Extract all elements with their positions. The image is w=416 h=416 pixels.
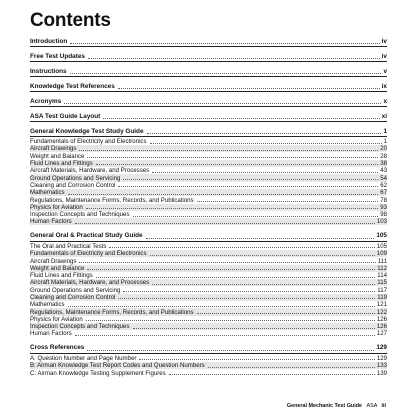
toc-subentry[interactable]	[30, 257, 387, 264]
dot-leader	[87, 269, 375, 270]
toc-entry-page: 122	[376, 308, 387, 316]
toc-subentry[interactable]	[30, 182, 387, 189]
toc-entry[interactable]	[30, 108, 387, 121]
dot-leader	[197, 313, 375, 314]
toc-entry-page: 117	[377, 286, 387, 294]
footer-book-title: General Mechanic Test Guide	[286, 403, 362, 409]
dot-leader	[118, 88, 380, 89]
page-footer	[287, 403, 386, 409]
toc-entry-label: B: Airman Knowledge Test Report Codes and Question Numbers	[30, 362, 205, 370]
toc-subentry[interactable]	[30, 355, 387, 362]
toc-entry-page: 67	[380, 189, 387, 197]
dot-leader	[169, 374, 375, 375]
dot-leader	[197, 201, 379, 202]
page-title: Contents	[30, 10, 111, 31]
toc-entry-page: 62	[380, 181, 387, 189]
dot-leader	[75, 335, 375, 336]
toc-entry-label: Regulations, Maintenance Forms, Records, and Publications	[30, 308, 194, 316]
toc-entry-page: 127	[376, 330, 387, 338]
toc-entry-label: Introduction	[30, 37, 68, 45]
toc-subentry[interactable]	[30, 174, 387, 181]
toc-entry-label: ASA Test Guide Layout	[30, 112, 101, 120]
toc-entry[interactable]	[30, 33, 387, 46]
dot-leader	[75, 223, 375, 224]
toc-subentry[interactable]	[30, 196, 387, 203]
dot-leader	[79, 150, 378, 151]
toc-subentry[interactable]	[30, 316, 387, 323]
dot-leader	[139, 359, 374, 360]
toc-entry-page: 129	[376, 344, 387, 352]
toc-entry-label: Knowledge Test References	[30, 82, 115, 90]
toc-entry-label: Instructions	[30, 67, 67, 75]
toc-entry-label: Cross References	[30, 344, 85, 352]
dot-leader	[109, 247, 374, 248]
dot-leader	[87, 350, 374, 351]
dot-leader	[86, 320, 375, 321]
toc-subentry[interactable]	[30, 362, 387, 369]
dot-leader	[88, 58, 380, 59]
toc-section-heading[interactable]	[30, 123, 387, 136]
toc-subentry[interactable]	[30, 152, 387, 159]
dot-leader	[86, 208, 378, 209]
dot-leader	[118, 186, 378, 187]
dot-leader	[64, 103, 381, 104]
toc-entry-label: Fundamentals of Electricity and Electronics	[30, 138, 147, 146]
toc-entry-label: Regulations, Maintenance Forms, Records, and Publications	[30, 196, 194, 204]
toc-subentry[interactable]	[30, 286, 387, 293]
toc-entry-page: iv	[381, 37, 387, 45]
dot-leader	[147, 133, 382, 134]
dot-leader	[87, 157, 378, 158]
toc-entry-page: 126	[376, 323, 387, 331]
toc-entry-page: 105	[376, 232, 387, 240]
toc-entry-page: 129	[376, 354, 387, 362]
toc-entry-page: 133	[376, 362, 387, 370]
table-of-contents	[30, 30, 387, 379]
toc-entry-label: Physics for Aviation	[30, 315, 83, 323]
toc-subentry[interactable]	[30, 250, 387, 257]
toc-subentry[interactable]	[30, 189, 387, 196]
toc-subentry[interactable]	[30, 279, 387, 286]
toc-section-heading[interactable]	[30, 340, 387, 353]
toc-entry-page: 1	[383, 127, 387, 135]
toc-entry-label: General Oral & Practical Study Guide	[30, 232, 143, 240]
toc-entry-label: Fundamentals of Electricity and Electronics	[30, 250, 147, 258]
dot-leader	[150, 255, 375, 256]
toc-entry-label: Cleaning and Corrosion Control	[30, 181, 116, 189]
toc-subentry[interactable]	[30, 204, 387, 211]
dot-leader	[70, 73, 382, 74]
toc-entry-page: 126	[376, 315, 387, 323]
dot-leader	[123, 291, 375, 292]
toc-entry-page: 103	[376, 218, 387, 226]
dot-leader	[146, 238, 375, 239]
toc-entry-page: 28	[380, 152, 387, 160]
dot-leader	[68, 194, 379, 195]
toc-entry-label: Ground Operations and Servicing	[30, 174, 121, 182]
toc-entry-label: Aircraft Materials, Hardware, and Processes	[30, 167, 150, 175]
dot-leader	[152, 284, 375, 285]
toc-entry[interactable]	[30, 63, 387, 76]
toc-subentry[interactable]	[30, 167, 387, 174]
toc-entry-label: Acronyms	[30, 97, 62, 105]
toc-entry-page: xi	[381, 112, 387, 120]
toc-entry-page: iv	[381, 52, 387, 60]
toc-entry-page: v	[383, 67, 387, 75]
toc-entry-label: Fluid Lines and Fittings	[30, 160, 93, 168]
toc-entry-page: 114	[377, 272, 387, 280]
toc-entry-page: 109	[376, 250, 387, 258]
toc-entry-label: A: Question Number and Page Number	[30, 354, 137, 362]
toc-entry-label: Aircraft Drawings	[30, 145, 77, 153]
toc-entry-page: 112	[377, 264, 387, 272]
dot-leader	[133, 328, 375, 329]
toc-entry-page: 111	[377, 257, 387, 265]
toc-entry-label: C: Airman Knowledge Testing Supplement Figures	[30, 369, 166, 377]
toc-subentry[interactable]	[30, 308, 387, 315]
toc-entry-page: 98	[380, 211, 387, 219]
toc-subentry[interactable]	[30, 265, 387, 272]
dot-leader	[133, 216, 379, 217]
toc-entry-page: 43	[380, 167, 387, 175]
toc-subentry[interactable]	[30, 294, 387, 301]
toc-subentry[interactable]	[30, 323, 387, 330]
toc-subentry[interactable]	[30, 138, 387, 145]
toc-entry-page: 119	[377, 294, 387, 301]
dot-leader	[68, 306, 375, 307]
dot-leader	[208, 367, 375, 368]
toc-entry-label: Fluid Lines and Fittings	[30, 272, 93, 280]
toc-entry-page: 20	[380, 145, 387, 153]
footer-page-number: iii	[381, 403, 386, 409]
footer-publisher: ASA	[366, 403, 377, 409]
toc-entry[interactable]	[30, 78, 387, 91]
toc-entry-label: Cleaning and Corrosion Control	[30, 294, 116, 301]
toc-entry-page: 54	[380, 174, 387, 182]
toc-entry-page: 78	[380, 196, 387, 204]
toc-subentry[interactable]	[30, 160, 387, 167]
toc-entry-label: Aircraft Materials, Hardware, and Processes	[30, 279, 150, 287]
dot-leader	[70, 43, 379, 44]
dot-leader	[103, 118, 379, 119]
toc-entry-label: Human Factors	[30, 218, 72, 226]
dot-leader	[152, 172, 378, 173]
toc-entry-label: Free Test Updates	[30, 52, 85, 60]
toc-entry[interactable]	[30, 93, 387, 106]
dot-leader	[150, 143, 382, 144]
toc-entry-label: The Oral and Practical Tests	[30, 242, 107, 250]
dot-leader	[118, 298, 375, 299]
dot-leader	[79, 262, 375, 263]
toc-subentry[interactable]	[30, 243, 387, 250]
dot-leader	[123, 179, 378, 180]
toc-entry-page: 139	[376, 369, 387, 377]
toc-subentry[interactable]	[30, 369, 387, 376]
toc-entry-label: Aircraft Drawings	[30, 257, 77, 265]
toc-entry-label: Mathematics	[30, 301, 65, 309]
toc-entry-label: Human Factors	[30, 330, 72, 338]
toc-entry-page: 93	[380, 203, 387, 211]
toc-entry-label: Weight and Balance	[30, 152, 85, 160]
toc-entry-page: 105	[376, 242, 387, 250]
toc-subentry[interactable]	[30, 301, 387, 308]
toc-subentry[interactable]	[30, 330, 387, 337]
toc-entry-page: x	[383, 97, 387, 105]
toc-subentry[interactable]	[30, 218, 387, 225]
toc-entry-page: ix	[381, 82, 387, 90]
dot-leader	[96, 164, 379, 165]
toc-section-heading[interactable]	[30, 228, 387, 241]
toc-entry-label: Ground Operations and Servicing	[30, 286, 121, 294]
toc-entry-label: Inspection Concepts and Techniques	[30, 211, 130, 219]
toc-subentry[interactable]	[30, 272, 387, 279]
toc-entry-page: 1	[383, 138, 387, 146]
toc-entry-label: Weight and Balance	[30, 264, 85, 272]
toc-subentry[interactable]	[30, 211, 387, 218]
toc-entry-page: 38	[380, 160, 387, 168]
toc-entry-label: Inspection Concepts and Techniques	[30, 323, 130, 331]
dot-leader	[96, 277, 376, 278]
toc-entry-page: 115	[377, 279, 387, 287]
toc-subentry[interactable]	[30, 145, 387, 152]
toc-entry[interactable]	[30, 48, 387, 61]
toc-entry-page: 121	[376, 301, 387, 309]
toc-entry-label: Physics for Aviation	[30, 203, 83, 211]
toc-entry-label: Mathematics	[30, 189, 65, 197]
toc-entry-label: General Knowledge Test Study Guide	[30, 127, 144, 135]
